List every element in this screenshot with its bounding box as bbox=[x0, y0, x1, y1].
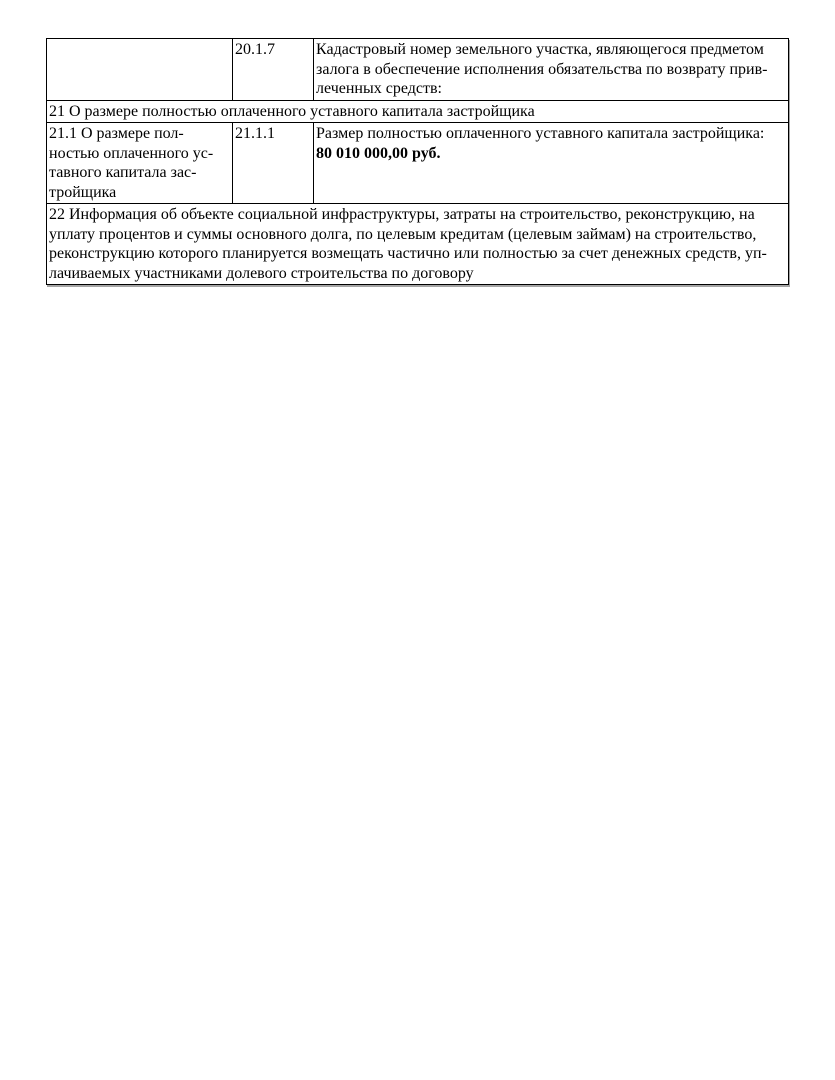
description-line: Кадастровый номер земельного участка, являющегося предметом bbox=[316, 41, 764, 58]
section-header-line: 22 Информация об объекте социальной инфраструктуры, затраты на строительство, реконструкцию, на bbox=[49, 206, 755, 223]
cell-item-description bbox=[314, 39, 789, 101]
row-label-line: ностью оплаченного ус- bbox=[49, 144, 214, 162]
section-header-line: лачиваемых участниками долевого строительства по договору bbox=[49, 264, 474, 282]
description-line: Размер полностью оплаченного уставного капитала застройщика: bbox=[316, 125, 765, 142]
table-row-section-22 bbox=[47, 204, 789, 285]
table-row-20-1-7 bbox=[47, 39, 789, 101]
description-line: залога в обеспечение исполнения обязательства по возврату прив- bbox=[316, 60, 768, 78]
section-header-line: реконструкцию которого планируется возмещать частично или полностью за счет денежных средств, уп- bbox=[49, 245, 767, 262]
project-declaration-table bbox=[46, 38, 789, 285]
cell-item-number bbox=[233, 123, 314, 204]
item-number-text: 21.1.1 bbox=[235, 125, 275, 142]
section-header-text: 21 О размере полностью оплаченного уставного капитала застройщика bbox=[49, 102, 535, 120]
section-header-line: уплату процентов и суммы основного долга, по целевым кредитам (целевым займам) на строительство, bbox=[49, 225, 757, 243]
cell-item-number bbox=[233, 39, 314, 101]
row-label-line: тавного капитала зас- bbox=[49, 164, 197, 181]
cell-item-description bbox=[314, 123, 789, 204]
table-row-section-21 bbox=[47, 100, 789, 123]
cell-section-header bbox=[47, 204, 789, 285]
table-row-21-1-1 bbox=[47, 123, 789, 204]
item-number-text: 20.1.7 bbox=[235, 41, 275, 58]
cell-section-header bbox=[47, 100, 789, 123]
cell-row-label-empty bbox=[47, 39, 233, 101]
cell-row-label bbox=[47, 123, 233, 204]
row-label-line: 21.1 О размере пол- bbox=[49, 125, 184, 142]
description-line: леченных средств: bbox=[316, 80, 442, 97]
capital-amount-value: 80 010 000,00 руб. bbox=[316, 144, 441, 162]
row-label-line: тройщика bbox=[49, 183, 117, 201]
